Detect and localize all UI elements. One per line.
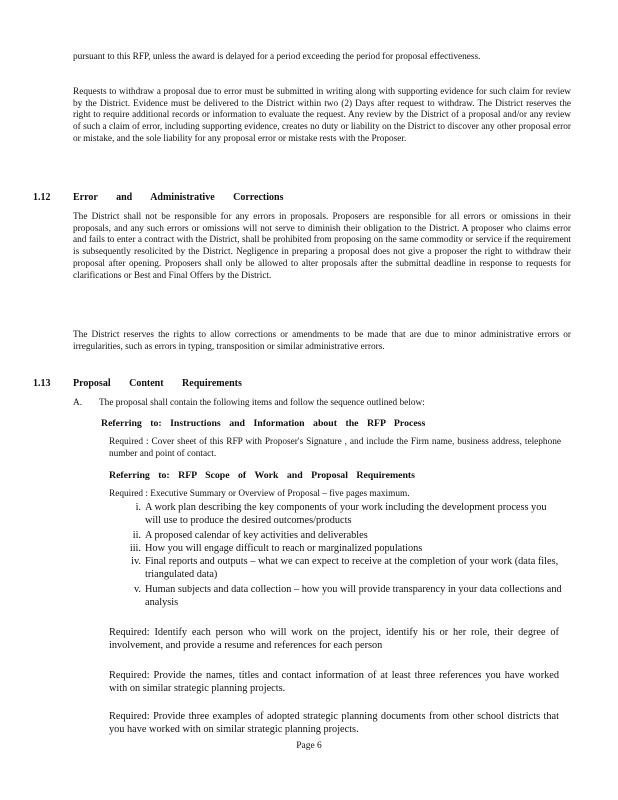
paragraph-corrections: The District reserves the rights to allow corrections or amendments to be made that are due to minor administrative errors or irregularities, such as errors in typing, transposition or similar administrative errors. [73, 330, 571, 352]
list-item [132, 530, 565, 543]
list-item-number: i. [135, 502, 141, 513]
list-item-number: iii. [129, 543, 141, 554]
page-number: Page 6 [296, 741, 322, 751]
list-item-text: Final reports and outputs – what we can expect to receive at the completion of your work (data files, triangulated data) [145, 556, 559, 580]
list-item [131, 556, 565, 581]
list-item-number: ii. [132, 530, 141, 541]
list-item-number: v. [133, 584, 141, 595]
section-number-1-12: 1.12 [33, 192, 51, 203]
list-item-text: How you will engage difficult to reach or marginalized populations [145, 543, 423, 554]
list-item [133, 584, 565, 609]
item-a-text: The proposal shall contain the following items and follow the sequence outlined below: [99, 398, 425, 408]
required-references: Required: Provide the names, titles and contact information of at least three references you have worked with on similar strategic planning projects. [109, 670, 559, 695]
paragraph-pursuant: pursuant to this RFP, unless the award is delayed for a period exceeding the period for proposal effectiveness. [73, 52, 481, 62]
paragraph-error-responsibility: The District shall not be responsible for any errors in proposals. Proposers are responsible for all errors or omissions in their proposals, and any such errors or omissions will not serve to diminish their obligation to the District. A proposer who claims error and fails to enter a contract with the District, shall be prohibited from proposing on the same commodity or service if the requirement is subsequently resolicited by the District. Negligence in preparing a proposal does not give a proposer the right to withdraw their proposal after opening. Proposers shall only be allowed to alter proposals after the submittal deadline in response to requests for clarifications or Best and Final Offers by the District. [73, 212, 571, 281]
section-title-1-12: Error and Administrative Corrections [73, 192, 284, 203]
section-number-1-13: 1.13 [33, 378, 51, 389]
required-cover-sheet: Required : Cover sheet of this RFP with Proposer's Signature , and include the Firm name, business address, telephone number and point of contact. [109, 437, 561, 459]
list-item [129, 543, 565, 556]
list-item-text: A proposed calendar of key activities and deliverables [145, 530, 368, 541]
required-identify-persons: Required: Identify each person who will work on the project, identify his or her role, their degree of involvement, and provide a resume and references for each person [109, 627, 559, 652]
list-item-text: A work plan describing the key components of your work including the development process you will use to produce the desired outcomes/products [145, 502, 547, 526]
required-executive-summary: Required : Executive Summary or Overview of Proposal – five pages maximum. [109, 489, 410, 499]
list-item [135, 502, 565, 527]
referring-scope-heading: Referring to: RFP Scope of Work and Proposal Requirements [109, 470, 415, 481]
required-examples: Required: Provide three examples of adopted strategic planning documents from other school districts that you have worked with on similar strategic planning projects. [109, 711, 559, 736]
list-item-number: iv. [131, 556, 141, 567]
paragraph-withdraw-request: Requests to withdraw a proposal due to error must be submitted in writing along with supporting evidence for such claim for review by the District. Evidence must be delivered to the District within two (2) Days after request to withdraw. The District reserves the right to require additional records or information to evaluate the request. Any review by the District of a proposal and/or any review of such a claim of error, including supporting evidence, creates no duty or liability on the District to discover any other proposal error or mistake, and the sole liability for any proposal error or mistake rests with the Proposer. [73, 87, 571, 144]
section-title-1-13: Proposal Content Requirements [73, 378, 242, 389]
referring-instructions-heading: Referring to: Instructions and Information about the RFP Process [101, 418, 426, 429]
item-a-letter: A. [73, 398, 83, 408]
list-item-text: Human subjects and data collection – how you will provide transparency in your data collections and analysis [145, 584, 562, 608]
